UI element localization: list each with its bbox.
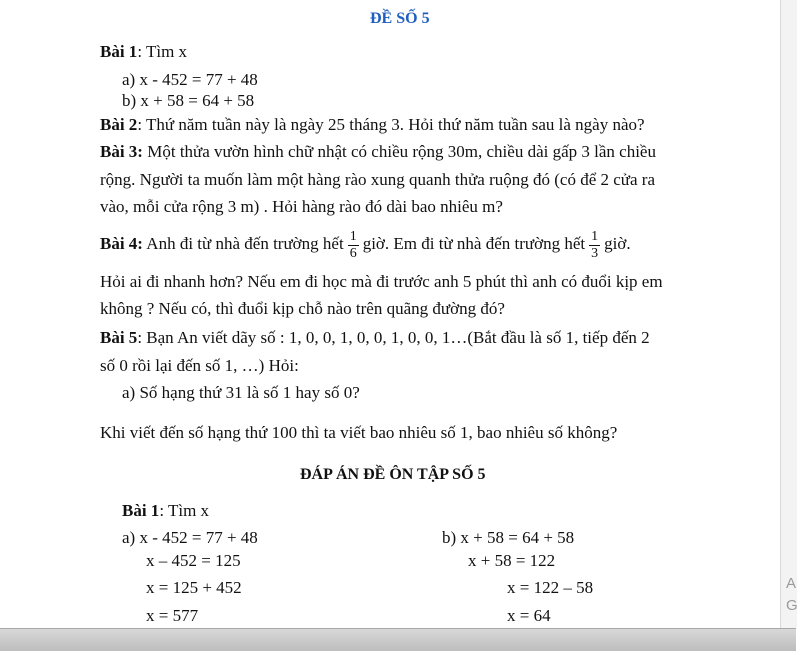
answer-bai1-label: Bài 1	[122, 501, 160, 520]
bai3-label: Bài 3:	[100, 142, 143, 161]
bai3-line-2: rộng. Người ta muốn làm một hàng rào xung quanh thửa ruộng đó (có để 2 cửa ra	[100, 170, 655, 189]
bai2-text: : Thứ năm tuần này là ngày 25 tháng 3. Hỏi thứ năm tuần sau là ngày nào?	[137, 115, 645, 134]
bai1-item-a: a) x - 452 = 77 + 48	[122, 70, 258, 89]
bai2-paragraph	[100, 115, 645, 135]
answer-a-line-2: x – 452 = 125	[146, 551, 241, 570]
bai5-line-4: Khi viết đến số hạng thứ 100 thì ta viết bao nhiêu số 1, bao nhiêu số không?	[100, 423, 618, 442]
bai1-item-b: b) x + 58 = 64 + 58	[122, 91, 255, 110]
bai4-text-2: giờ. Em đi từ nhà đến trường hết	[362, 234, 586, 253]
answers-heading: ĐÁP ÁN ĐỀ ÔN TẬP SỐ 5	[300, 466, 486, 483]
edge-glyph-a: A	[786, 575, 797, 592]
bai2-label: Bài 2	[100, 115, 138, 134]
fraction-one-third	[589, 229, 600, 262]
answer-b-line-3: x = 122 – 58	[507, 578, 594, 597]
bai4-line-1	[100, 226, 631, 262]
bai3-line-1	[100, 142, 656, 162]
fraction-numerator: 1	[591, 228, 599, 244]
answer-b-line-4: x = 64	[507, 606, 551, 625]
fraction-denominator: 6	[349, 245, 357, 261]
bai5-line-1	[100, 328, 650, 348]
bai3-text-1: Một thửa vườn hình chữ nhật có chiều rộng 30m, chiều dài gấp 3 lần chiều	[142, 142, 656, 161]
bai3-line-3: vào, mỗi cửa rộng 3 m) . Hỏi hàng rào đó dài bao nhiêu m?	[100, 197, 503, 216]
answer-b-line-1: b) x + 58 = 64 + 58	[442, 528, 575, 547]
answer-a-line-1: a) x - 452 = 77 + 48	[122, 528, 258, 547]
bai1-text: : Tìm x	[137, 42, 188, 61]
bai5-text-1: : Bạn An viết dãy số : 1, 0, 0, 1, 0, 0, 1, 0, 0, 1…(Bắt đầu là số 1, tiếp đến 2	[137, 328, 650, 347]
fraction-denominator: 3	[591, 245, 599, 261]
bai1-label: Bài 1	[100, 42, 138, 61]
bai4-label: Bài 4:	[100, 234, 143, 253]
bottom-scrollbar[interactable]	[0, 628, 796, 651]
answer-a-line-3: x = 125 + 452	[146, 578, 242, 597]
bai4-line-2: Hỏi ai đi nhanh hơn? Nếu em đi học mà đi trước anh 5 phút thì anh có đuổi kịp em	[100, 272, 663, 291]
answer-b-line-2: x + 58 = 122	[468, 551, 556, 570]
answer-bai1-heading	[122, 501, 209, 521]
bai4-text-3: giờ.	[604, 234, 631, 253]
edge-glyph-g: G	[786, 597, 798, 614]
fraction-numerator: 1	[349, 228, 357, 244]
bai4-line-3: không ? Nếu có, thì đuổi kịp chỗ nào trên quãng đường đó?	[100, 299, 505, 318]
bai5-line-2: số 0 rồi lại đến số 1, …) Hỏi:	[100, 356, 299, 375]
bai5-item-a: a) Số hạng thứ 31 là số 1 hay số 0?	[122, 383, 360, 402]
fraction-one-sixth	[348, 229, 359, 262]
answer-a-line-4: x = 577	[146, 606, 199, 625]
bai5-label: Bài 5	[100, 328, 138, 347]
bai4-text-1: Anh đi từ nhà đến trường hết	[142, 234, 344, 253]
page-title: ĐỀ SỐ 5	[370, 10, 430, 27]
answer-bai1-text: : Tìm x	[159, 501, 210, 520]
bai1-heading	[100, 42, 187, 62]
right-edge-panel	[780, 0, 797, 628]
